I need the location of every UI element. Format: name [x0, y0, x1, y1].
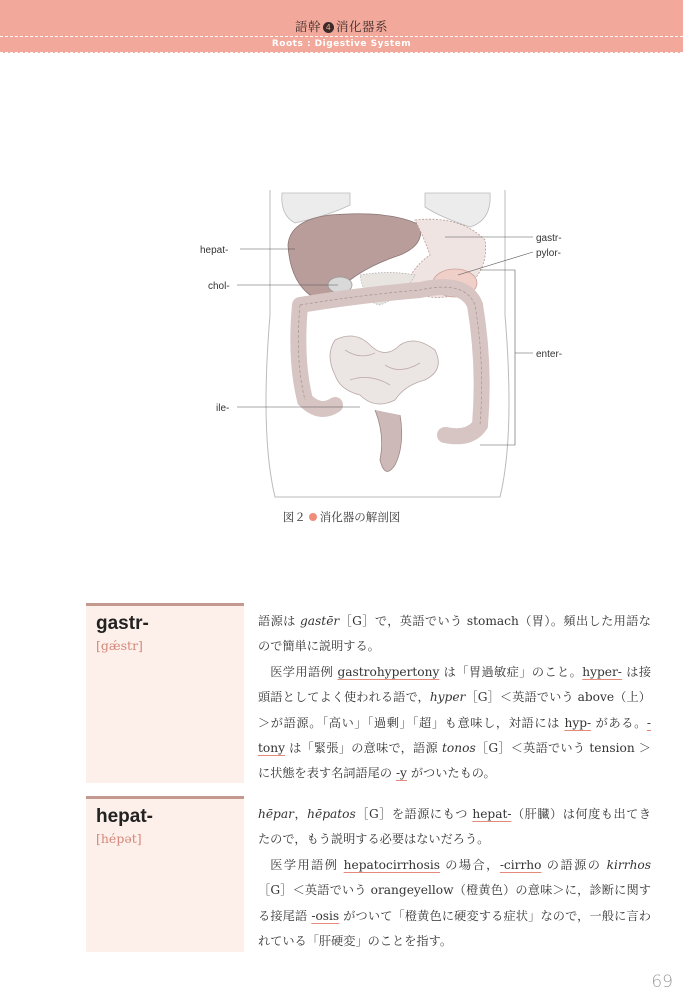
chapter-title-suffix: 消化器系 [336, 19, 389, 34]
figure-caption [0, 509, 683, 525]
chapter-number-badge: 4 [323, 22, 334, 33]
entry-body [258, 802, 651, 954]
chapter-title-prefix: 語幹 [294, 19, 321, 34]
header-divider-bottom [0, 52, 683, 53]
label-hepat: hepat- [200, 245, 229, 256]
label-gastr: gastr- [536, 233, 562, 244]
entry-paragraph: 語源は gastēr［G］で，英語でいう stomach（胃）。頻出した用語なので簡単に説明する。 [258, 614, 651, 654]
caption-bullet-icon [309, 513, 317, 521]
digestive-anatomy-figure [200, 185, 580, 505]
label-ile: ile- [216, 403, 230, 414]
page-number: 69 [651, 972, 673, 992]
chapter-subtitle: Roots : Digestive System [271, 39, 412, 49]
caption-text: 消化器の解剖図 [319, 510, 401, 524]
entry-pronunciation: [hépət] [96, 831, 142, 846]
header-divider-top [0, 36, 683, 37]
label-enter: enter- [536, 349, 563, 360]
entry-term: gastr- [96, 613, 149, 634]
entry-term: hepat- [96, 806, 153, 827]
entry-pronunciation: [gǽstr] [96, 638, 143, 653]
label-pylor: pylor- [536, 248, 562, 259]
label-chol: chol- [208, 281, 230, 292]
entry-body [258, 609, 651, 787]
entry-paragraph: 医学用語例 gastrohypertony は「胃過敏症」のこと。hyper- は接頭語としてよく使われる語で，hyper［G］＜英語でいう above（上）＞が語源。「高い」「過剰」「超」も意味し，対語には hyp- がある。-tony は「緊張」の意味で，語源 tonos［G］＜英語でいう tension ＞に状態を表す名詞語尾の -y がついたもの。 [258, 664, 652, 781]
caption-number: 図２ [282, 510, 306, 524]
entry-gastr [86, 603, 652, 783]
chapter-title [0, 17, 683, 35]
entry-paragraph: hēpar，hēpatos［G］を語源にもつ hepat-（肝臓）は何度も出てきたので，もう説明する必要はないだろう。 [258, 807, 652, 847]
entry-paragraph: 医学用語例 hepatocirrhosis の場合，-cirrho の語源の kirrhos［G］＜英語でいう orangeyellow（橙黄色）の意味＞に，診断に関する接尾語 -osis がついて「橙黄色に硬変する症状」なので，一般に言われている「肝硬変」のことを指す。 [258, 857, 652, 949]
entry-hepat [86, 796, 652, 956]
page-header [0, 0, 683, 53]
